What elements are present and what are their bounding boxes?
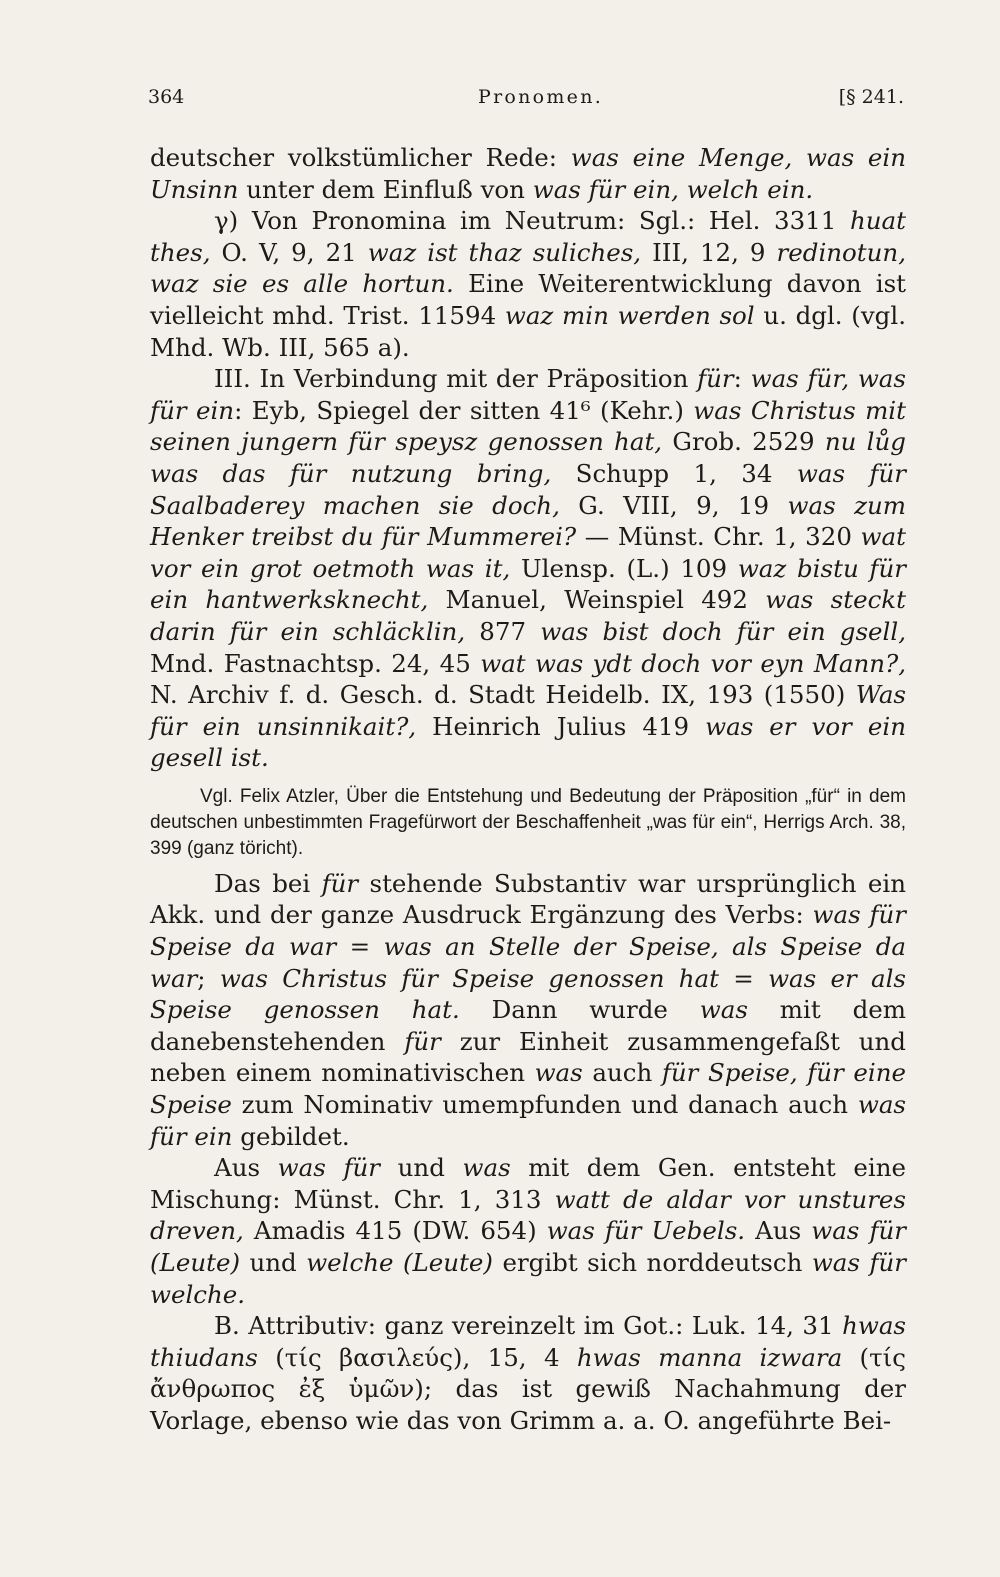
italic-run: was er vor ein gesell ist. <box>150 711 906 773</box>
footnote-paragraph <box>150 784 906 862</box>
italic-run: was für Uebels. <box>546 1216 746 1246</box>
paragraph <box>150 1152 906 1310</box>
text-run: : <box>733 364 751 394</box>
italic-run: was für (Leute) <box>150 1216 907 1277</box>
italic-run: waz min werden sol <box>504 300 755 330</box>
text-run: Manuel, Weinspiel 492 <box>428 585 766 615</box>
text-run: = <box>719 963 769 993</box>
italic-run: was für welche. <box>150 1248 907 1309</box>
italic-run: für <box>321 868 359 898</box>
text-run: ergibt sich norddeutsch <box>492 1248 812 1277</box>
text-run: Heinrich Julius 419 <box>416 711 706 741</box>
text-run: = <box>336 932 384 962</box>
text-run: B. Attributiv: ganz vereinzelt im Got.: Luk. 14, 31 <box>214 1311 843 1341</box>
italic-run: was <box>699 995 748 1025</box>
section-marker: [§ 241. <box>838 86 904 108</box>
text-run: unter dem Einfluß von <box>238 174 533 204</box>
italic-run: was <box>534 1058 583 1088</box>
text-run: O. V, 9, 21 <box>210 237 368 267</box>
text-run: (τίς ἄνθρωπος ἐξ ὑμῶν); das ist gewiß Nachahmung der Vorlage, ebenso wie das von Grimm a. a. O. angeführte Bei- <box>150 1342 907 1435</box>
body-text <box>150 142 906 1437</box>
text-run: Grob. 2529 <box>662 427 825 457</box>
running-header <box>148 86 904 120</box>
italic-run: was <box>462 1153 511 1183</box>
text-run: γ) Von Pronomina im Neutrum: Sgl.: Hel. 3311 <box>214 206 850 236</box>
italic-run: was zum Henker treibst du für Mummerei? <box>150 490 907 552</box>
text-run: — Münst. Chr. 1, 320 <box>576 522 861 552</box>
italic-run: hwas manna izwara <box>576 1342 843 1372</box>
text-run: mit dem Gen. entsteht eine Mischung: Münst. Chr. 1, 313 <box>150 1153 906 1214</box>
italic-run: was für Speise da war <box>150 900 907 962</box>
text-run: Vgl. Felix Atzler, Über die Entstehung und Bedeutung der Präposition „für“ in dem deutschen unbestimmten Fragefürwort der Beschaffenheit „was für ein“, Herrigs Arch. 38, 399 (ganz töricht). <box>150 785 906 859</box>
italic-run: Was für ein unsinnikait?, <box>150 680 906 741</box>
text-run: Das bei <box>214 868 322 898</box>
text-run: : Eyb, Spiegel der sitten 41⁶ (Kehr.) <box>234 395 694 425</box>
italic-run: was für Saalbaderey machen sie doch, <box>150 458 906 520</box>
text-run: ; <box>197 963 220 993</box>
text-run: mit dem danebenstehenden <box>150 995 906 1056</box>
text-run: auch <box>582 1058 662 1088</box>
italic-run: was für ein, welch ein. <box>532 174 814 204</box>
italic-run: für <box>404 1026 441 1056</box>
text-run: III. In Verbindung mit der Präposition <box>214 364 698 394</box>
italic-run: was an Stelle der Speise, als Speise da war <box>150 932 907 993</box>
italic-run: was bist doch für ein gsell, <box>540 616 906 646</box>
text-run: zur Einheit zusammengefaßt und neben einem nominativischen <box>150 1026 906 1088</box>
text-run: u. dgl. (vgl. Mhd. Wb. III, 565 a). <box>150 300 906 362</box>
text-run: Schupp 1, 34 <box>551 458 797 488</box>
text-run: (τίς βασιλεύς), 15, 4 <box>257 1342 577 1372</box>
italic-run: was er als Speise genossen hat. <box>150 963 907 1025</box>
italic-run: was Christus für Speise genossen hat <box>219 963 719 993</box>
italic-run: was für, was für ein <box>150 364 906 425</box>
text-run: und <box>240 1248 307 1277</box>
text-run: Aus <box>745 1216 812 1246</box>
italic-run: wat vor ein grot oetmoth was it, <box>150 522 906 583</box>
text-run: stehende Substantiv war ursprünglich ein Akk. und der ganze Ausdruck Ergänzung des Verbs: <box>150 868 906 930</box>
text-run: Mnd. Fastnachtsp. 24, 45 <box>150 648 481 678</box>
italic-run: für <box>697 364 734 394</box>
text-run: Dann wurde <box>459 995 700 1025</box>
italic-run: redinotun, waz sie es alle hortun. <box>150 237 906 299</box>
text-run: deutscher volkstümlicher Rede: <box>150 143 571 172</box>
text-run: N. Archiv f. d. Gesch. d. Stadt Heidelb. IX, 193 (1550) <box>150 680 856 710</box>
paragraph <box>150 363 906 774</box>
paragraph <box>150 142 906 205</box>
paragraph <box>150 1310 906 1436</box>
italic-run: was für <box>277 1153 381 1183</box>
text-run: zum Nominativ umempfunden und danach auch <box>231 1090 858 1120</box>
text-run: Eine Weiterentwicklung davon ist vielleicht mhd. Trist. 11594 <box>150 269 907 330</box>
text-run: 877 <box>465 616 541 646</box>
italic-run: hwas thiudans <box>150 1311 906 1372</box>
text-run: G. VIII, 9, 19 <box>559 490 788 520</box>
italic-run: huat thes, <box>150 206 906 267</box>
italic-run: was Christus mit seinen jungern für speysz genossen hat, <box>150 395 906 457</box>
text-run: Ulensp. (L.) 109 <box>510 553 738 583</box>
italic-run: welche (Leute) <box>306 1248 493 1277</box>
italic-run: was eine Menge, was ein Unsinn <box>150 143 906 204</box>
text-run: gebildet. <box>232 1121 350 1151</box>
italic-run: wat was ydt doch vor eyn Mann?, <box>480 648 907 678</box>
italic-run: nu lůg was das für nutzung bring, <box>150 427 906 488</box>
text-run: und <box>380 1153 463 1183</box>
italic-run: waz bistu für ein hantwerksknecht, <box>150 553 906 615</box>
italic-run: was für ein <box>150 1090 906 1151</box>
running-title: Pronomen. <box>478 86 604 108</box>
text-run: Aus <box>214 1153 278 1183</box>
italic-run: watt de aldar vor unstures dreven, <box>150 1184 906 1246</box>
italic-run: für Speise, für eine Speise <box>150 1058 907 1120</box>
text-run: Amadis 415 (DW. 654) <box>243 1216 547 1246</box>
paragraph <box>150 205 906 363</box>
italic-run: was steckt darin für ein schläcklin, <box>150 585 906 646</box>
paragraph <box>150 868 906 1152</box>
text-run: III, 12, 9 <box>641 237 777 267</box>
italic-run: waz ist thaz suliches, <box>367 237 642 267</box>
page-number: 364 <box>148 86 185 108</box>
